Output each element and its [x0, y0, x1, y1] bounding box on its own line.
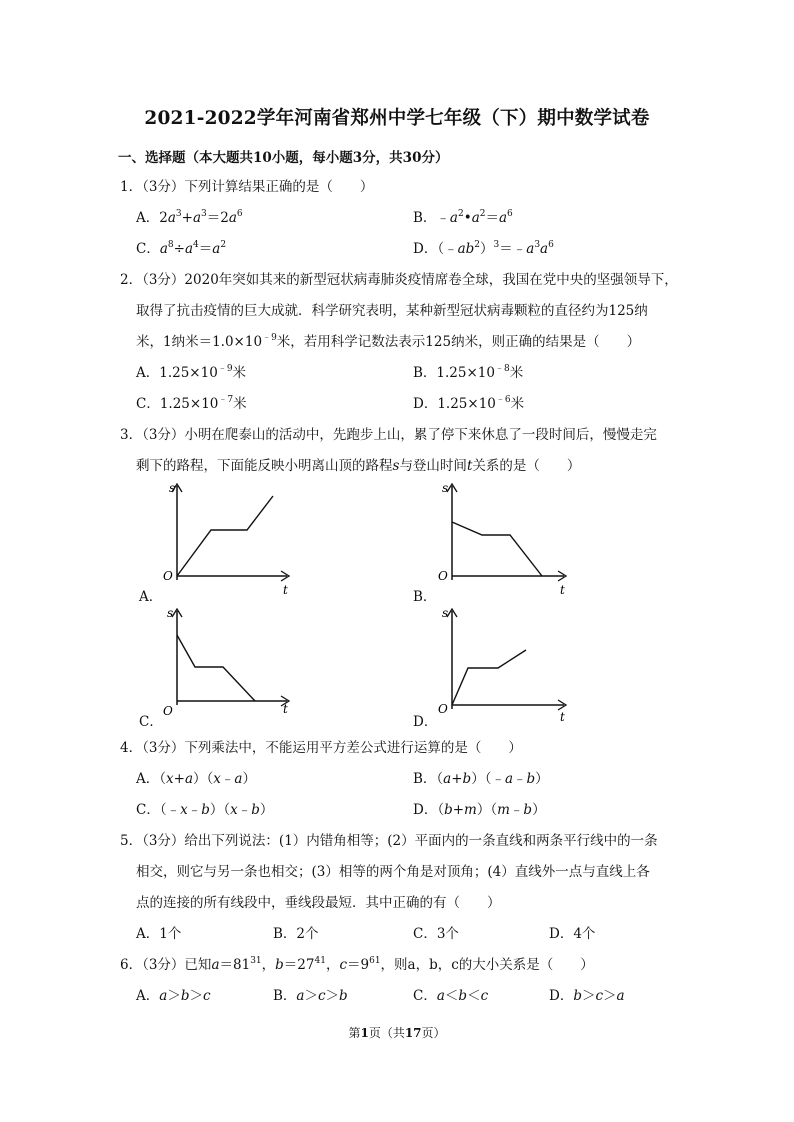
q4-option-b[interactable]: B．（a+b）（﹣a﹣b） [413, 771, 549, 787]
q2-line2: 取得了抗击疫情的巨大成就．科学研究表明，某种新型冠状病毒颗粒的直径约为125纳 [136, 303, 648, 319]
page-footer: 第1页（共17页） [348, 1026, 446, 1040]
axis-label-t: t [560, 710, 565, 724]
q4-option-d[interactable]: D．（b+m）（m﹣b） [413, 802, 546, 818]
q6-option-a[interactable]: A．a＞b＞c [136, 988, 211, 1004]
graph-d-curve [452, 650, 526, 705]
q5-line1: 5．（3分）给出下列说法：(1）内错角相等；(2）平面内的一条直线和两条平行线中的一条 [120, 833, 658, 849]
page-title: 2021-2022学年河南省郑州中学七年级（下）期中数学试卷 [144, 108, 650, 129]
q1-option-d[interactable]: D．$(﹣ab^2)^3=﹣a^3a^6$ [413, 240, 554, 257]
origin-label: O [438, 702, 448, 716]
graph-b-curve [452, 522, 542, 576]
section-heading: 一、选择题（本大题共10小题，每小题3分，共30分） [118, 150, 449, 166]
q4-option-c[interactable]: C．（﹣x﹣b）（x﹣b） [136, 802, 274, 818]
q1-option-c[interactable]: C．$a^8\div a^4=a^2$ [136, 240, 227, 257]
q3-option-d-label[interactable]: D． [413, 714, 438, 730]
q5-line3: 点的连接的所有线段中，垂线段最短．其中正确的有（ ） [136, 895, 501, 911]
q3-graph-b[interactable] [430, 480, 580, 600]
q5-line2: 相交，则它与另一条也相交；(3）相等的两个角是对顶角；(4）直线外一点与直线上各 [136, 864, 650, 880]
q3-graph-d[interactable] [430, 605, 580, 725]
origin-label: O [163, 569, 173, 583]
q3-graph-a[interactable] [155, 480, 300, 600]
q4-option-a[interactable]: A．（x+a）（x﹣a） [136, 771, 256, 787]
q5-option-d[interactable]: D．4个 [549, 926, 596, 942]
q3-option-b-label[interactable]: B． [413, 589, 437, 605]
q5-option-c[interactable]: C．3个 [413, 926, 459, 942]
graph-a-curve [177, 496, 273, 576]
q6-option-c[interactable]: C．a＜b＜c [413, 988, 489, 1004]
q2-line1: 2．（3分）2020年突如其来的新型冠状病毒肺炎疫情席卷全球，我国在党中央的坚强领导下， [120, 272, 678, 288]
q2-option-c[interactable]: C．$1.25\times 10^{﹣7}$米 [136, 395, 247, 412]
q5-option-b[interactable]: B．2个 [273, 926, 319, 942]
axis-label-s: s [442, 606, 449, 620]
q1-option-a[interactable]: A．$2a^3+a^3=2a^6$ [136, 209, 243, 226]
q2-option-d[interactable]: D．$1.25\times 10^{﹣6}$米 [413, 395, 525, 412]
axis-label-s: s [167, 606, 174, 620]
q5-option-a[interactable]: A．1个 [136, 926, 182, 942]
origin-label: O [438, 569, 448, 583]
q1-stem: 1．（3分）下列计算结果正确的是（ ） [120, 179, 374, 195]
axis-label-t: t [283, 702, 288, 716]
q3-graph-c[interactable] [155, 605, 300, 725]
q4-stem: 4．（3分）下列乘法中，不能运用平方差公式进行运算的是（ ） [120, 740, 522, 756]
q6-stem: 6．（3分）已知$a=81^{31}$，$b=27^{41}$，$c=9^{61}$，则a，b，c的大小关系是（ ） [120, 956, 594, 973]
q3-option-c-label[interactable]: C． [139, 714, 163, 730]
q6-option-d[interactable]: D．b＞c＞a [549, 988, 625, 1004]
axis-label-s: s [442, 481, 449, 495]
axis-label-t: t [283, 583, 288, 597]
q6-option-b[interactable]: B．a＞c＞b [273, 988, 348, 1004]
origin-label: O [163, 704, 173, 718]
graph-c-curve [177, 635, 255, 701]
axis-label-t: t [560, 583, 565, 597]
q3-line2: 剩下的路程，下面能反映小明离山顶的路程s与登山时间t关系的是（ ） [136, 458, 581, 474]
q3-option-a-label[interactable]: A． [139, 589, 163, 605]
q2-line3: 米，1纳米$=1.0\times 10^{﹣9}$米，若用科学记数法表示125纳米，则正确的结果是（ ） [136, 333, 641, 350]
q2-option-a[interactable]: A．$1.25\times 10^{﹣9}$米 [136, 364, 247, 381]
q1-option-b[interactable]: B．$﹣a^2•a^2=a^6$ [413, 209, 513, 226]
axis-label-s: s [169, 481, 176, 495]
q3-line1: 3．（3分）小明在爬泰山的活动中，先跑步上山，累了停下来休息了一段时间后，慢慢走完 [120, 427, 657, 443]
q2-option-b[interactable]: B．$1.25\times 10^{﹣8}$米 [413, 364, 524, 381]
